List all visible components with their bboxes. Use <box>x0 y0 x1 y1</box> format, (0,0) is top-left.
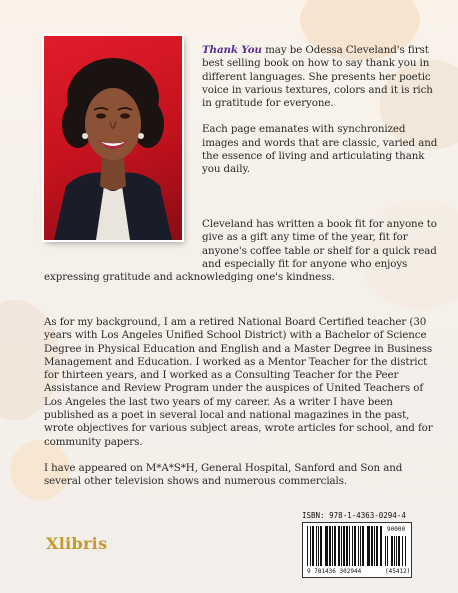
background-paragraph-block <box>44 316 440 489</box>
barcode-bar <box>360 526 361 566</box>
barcode-bar <box>318 526 319 566</box>
barcode-bar <box>310 526 311 566</box>
background-paragraph: As for my background, I am a retired National Board Certified teacher (30 years with Los Angeles Unified School District) with a Bachelor of Science Degree in Physical Education and English and a Master Degree in Business Management and Education. I worked as a Mentor Teacher for the district for thirteen years, and I worked as a Consulting Teacher for the Peer Assistance and Review Program under the auspices of United Teachers of Los Angeles the last two years of my career. As a writer I have been published as a poet in several local and national magazines in the past, wrote objectives for various subject areas, wrote articles for school, and for community papers. <box>44 316 433 448</box>
portrait-illustration <box>44 36 182 240</box>
barcode-bar <box>374 526 375 566</box>
appearances-paragraph: I have appeared on M*A*S*H, General Hospital, Sanford and Son and several other television shows and numerous commercials. <box>44 461 403 488</box>
barcode-bar <box>320 526 322 566</box>
barcode-bar <box>387 536 388 566</box>
book-title-lead: Thank You <box>202 44 262 56</box>
barcode-bar <box>312 526 314 566</box>
barcode-bar <box>326 526 327 566</box>
barcode-bar <box>398 536 400 566</box>
barcode-bar <box>325 526 326 566</box>
publisher-logo: Xlibris <box>46 534 108 553</box>
barcode-bar <box>338 526 340 566</box>
barcode-code: (45412) <box>385 568 411 575</box>
intro-paragraph-text: may be Odessa Cleveland's first best selling book on how to say thank you in different languages. She presents her poetic voice in various textures, colors and it is rich in gratitude for everyone. <box>202 44 433 110</box>
barcode-bar <box>307 526 308 566</box>
barcode-bar <box>329 526 331 566</box>
barcode-price-code: 90000 <box>387 526 406 533</box>
barcode-addon <box>385 536 407 566</box>
barcode-bar <box>343 526 344 566</box>
barcode-bar <box>334 526 335 566</box>
barcode-bar <box>405 536 406 566</box>
barcode-bar <box>402 536 403 566</box>
barcode-main <box>307 526 381 566</box>
barcode-bar <box>368 526 369 566</box>
barcode-bar <box>332 526 333 566</box>
barcode-bar <box>396 536 397 566</box>
barcode-bar <box>376 526 377 566</box>
barcode-bar <box>394 536 395 566</box>
barcode <box>302 522 412 578</box>
author-photo <box>44 36 182 240</box>
barcode-bar <box>346 526 348 566</box>
barcode-bar <box>354 526 356 566</box>
gift-paragraph: Cleveland has written a book fit for anyone to give as a gift any time of the year, fit for anyone's coffee table or shelf for a quick read and especially fit for anyone who enjoys expressing gratitude and acknowledging one's kindness. <box>44 218 437 284</box>
gift-paragraph-wrap <box>44 218 440 284</box>
barcode-bar <box>385 536 386 566</box>
barcode-bar <box>380 526 382 566</box>
intro-column <box>202 44 440 190</box>
synchronized-paragraph: Each page emanates with synchronized images and words that are classic, varied and the essence of living and articulating thank you daily. <box>202 123 438 176</box>
photo-spacer <box>44 218 202 258</box>
intro-paragraph <box>202 44 440 110</box>
isbn-label: ISBN: 978-1-4363-0294-4 <box>302 511 406 520</box>
barcode-bar <box>367 526 368 566</box>
barcode-bar <box>341 526 342 566</box>
barcode-bar <box>349 526 350 566</box>
barcode-number: 9 781436 302944 <box>307 568 362 575</box>
barcode-bar <box>391 536 393 566</box>
barcode-bar <box>362 526 364 566</box>
barcode-bar <box>371 526 373 566</box>
barcode-bar <box>352 526 353 566</box>
